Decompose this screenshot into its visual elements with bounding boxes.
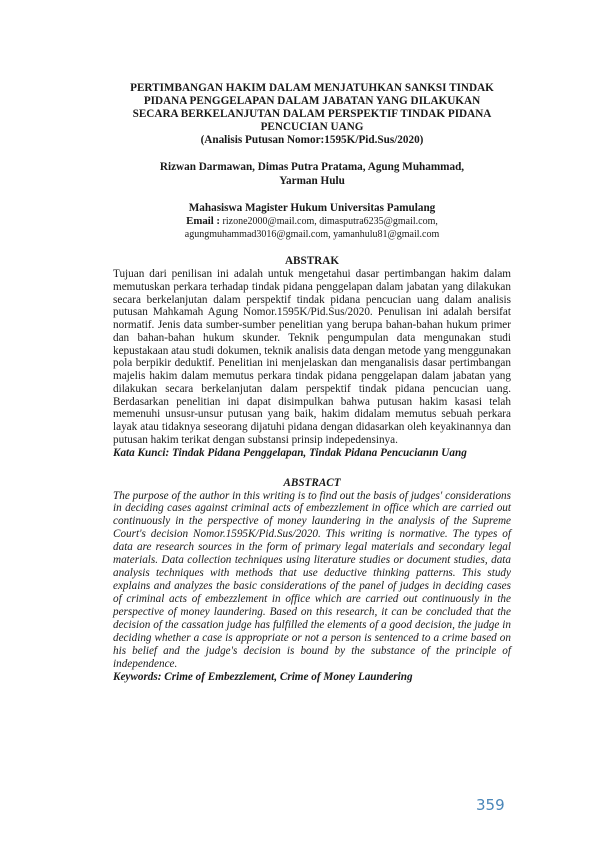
author-line: Yarman Hulu xyxy=(279,174,345,187)
abstrak-text: Tujuan dari penilisan ini adalah untuk mengetahui dasar pertimbangan hakim dalam memutuskan perkara terhadap tindak pidana penggelapan dalam jabatan yang dilakukan secara berkelanjutan dalam perspektif tindak pidana pencucian uang dalam analisis putusan Mahkamah Agung Nomor.1595K/Pid.Sus/2020. Penulisan ini adalah bersifat normatif. Jenis data sumber-sumber penelitian yang berupa bahan-bahan hukum primer dan bahan-bahan hukum skunder. Teknik pengumpulan data mengunakan studi kepustakaan atau studi dokumen, teknik analisis data dengan metode yang menggunakan pola berpikir deduktif. Penelitian ini menjelaskan dan menganalisis dasar pertimbangan majelis hakim dalam memutus perkara tindak pidana penggelapan dalam jabatan yang dilakukan secara berkelanjutan dalam perspektif tindak pidana pencucian uang. Berdasarkan penelitian ini dapat disimpulkan bahwa putusan hakim kasasi telah memenuhi unsusr-unsur putusan yang baik, hakim didalam memutus sebuah perkara layak atau tidaknya seseorang dijatuhi pidana dengan didasarkan oleh keyakinannya dan putusan hakim terikat dengan substansi prinsip indepedensinya. xyxy=(113,268,511,446)
email-line: rizone2000@mail.com, dimasputra6235@gmail.com, xyxy=(220,216,438,227)
title-line: PENCUCIAN UANG xyxy=(260,121,364,133)
email-block xyxy=(113,215,511,241)
affiliation: Mahasiswa Magister Hukum Universitas Pamulang xyxy=(188,202,436,214)
kata-kunci: Kata Kunci: Tindak Pidana Penggelapan, Tindak Pidana Pencucianın Uang xyxy=(113,446,467,459)
email-line: agungmuhammad3016@gmail.com, yamanhulu81@gmail.com xyxy=(184,228,440,240)
author-list xyxy=(113,161,511,188)
author-line: Rizwan Darmawan, Dimas Putra Pratama, Agung Muhammad, xyxy=(159,161,465,173)
abstract-heading: ABSTRACT xyxy=(283,476,341,489)
abstrak-heading: ABSTRAK xyxy=(284,255,340,267)
title-line: PIDANA PENGGELAPAN DALAM JABATAN YANG DILAKUKAN xyxy=(143,95,481,107)
paper-subtitle: (Analisis Putusan Nomor:1595K/Pid.Sus/2020) xyxy=(200,134,424,146)
abstract-text: The purpose of the author in this writing is to find out the basis of judges' considerations in deciding cases against criminal acts of embezzlement in office which are carried out continuously in the perspective of money laundering in the analysis of the Supreme Court's decision Nomor.1595K/Pid.Sus/2020. This writing is normative. The types of data are research sources in the form of primary legal materials and secondary legal materials. Data collection techniques using literature studies or document studies, data analysis techniques with methods that use deductive thinking patterns. This study explains and analyzes the basic considerations of the panel of judges in deciding cases of criminal acts of embezzlement in office which are carried out continuously in the perspective of money laundering. Based on this research, it can be concluded that the decision of the cassation judge has fulfilled the elements of a good decision, the judge in deciding whether a case is appropriate or not a person is sentenced to a crime based on his belief and the judge's decision is bound by the substance of the principle of independence. xyxy=(113,489,511,670)
paper-title xyxy=(113,82,511,134)
keywords: Keywords: Crime of Embezzlement, Crime of Money Laundering xyxy=(113,670,413,683)
page-number: 359 xyxy=(476,796,505,814)
title-line: SECARA BERKELANJUTAN DALAM PERSPEKTIF TINDAK PIDANA xyxy=(132,108,492,120)
paper-first-page xyxy=(113,82,511,684)
email-label: Email : xyxy=(186,215,221,227)
title-line: PERTIMBANGAN HAKIM DALAM MENJATUHKAN SANKSI TINDAK xyxy=(130,82,494,94)
